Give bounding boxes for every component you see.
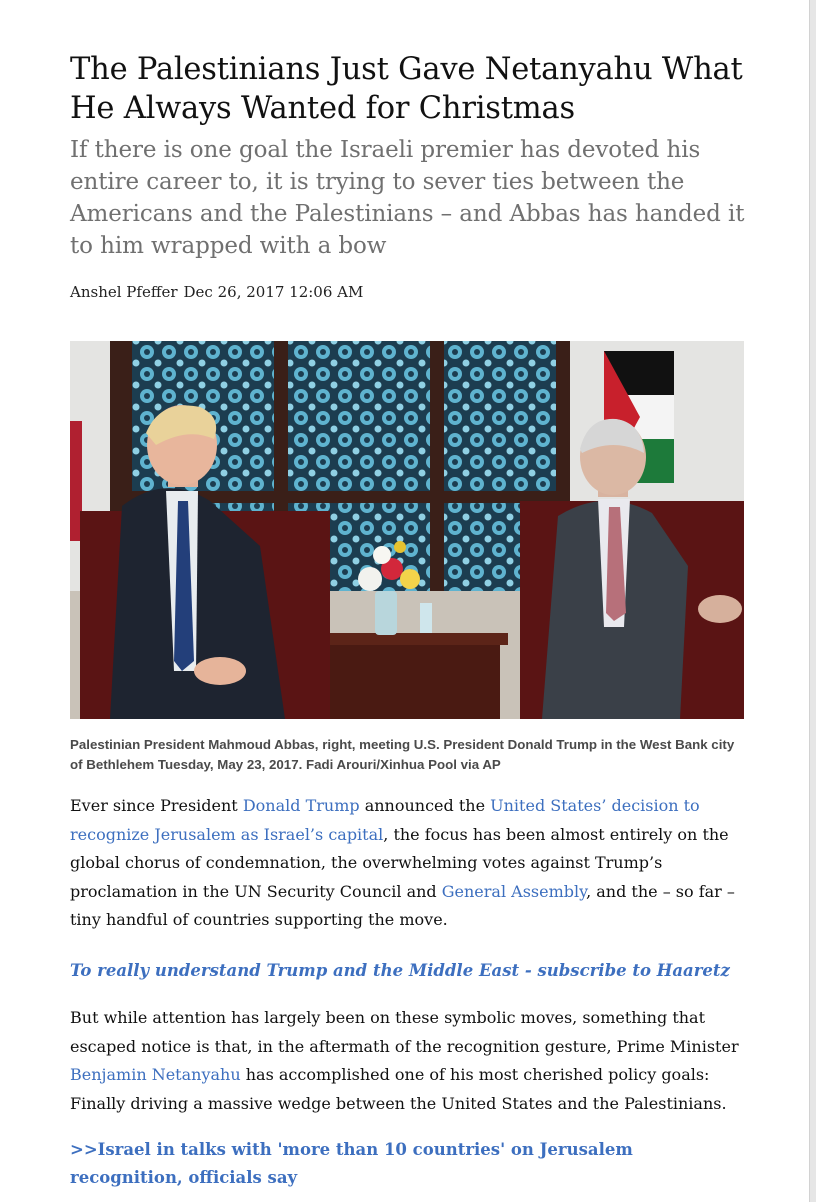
link-general-assembly[interactable]: General Assembly bbox=[441, 881, 587, 901]
publish-date: Dec 26, 2017 12:06 AM bbox=[183, 283, 364, 301]
paragraph-text: But while attention has largely been on these symbolic moves, something that escaped notice is that, in the aftermath of the recognition gesture, Prime Minister bbox=[70, 1008, 739, 1056]
subscribe-promo-link[interactable]: To really understand Trump and the Middle East - subscribe to Haaretz bbox=[70, 961, 730, 980]
link-benjamin-netanyahu[interactable]: Benjamin Netanyahu bbox=[70, 1065, 241, 1084]
paragraph-text: announced the bbox=[359, 796, 491, 815]
article-photo bbox=[70, 341, 744, 719]
byline bbox=[70, 282, 746, 302]
article-paragraph-2 bbox=[70, 1004, 746, 1118]
photo-caption: Palestinian President Mahmoud Abbas, right, meeting U.S. President Donald Trump in the West Bank city of Bethlehem Tuesday, May 23, 2017. Fadi Arouri/Xinhua Pool via AP bbox=[70, 737, 735, 772]
paragraph-text: , and the – so far – tiny handful of countries supporting the move. bbox=[70, 881, 735, 929]
author-name[interactable]: Anshel Pfeffer bbox=[70, 283, 178, 301]
related-article-link[interactable]: >>Israel in talks with 'more than 10 countries' on Jerusalem recognition, officials say bbox=[70, 1140, 633, 1187]
paragraph-text: has accomplished one of his most cherished policy goals: Finally driving a massive wedge between the United States and the Palestinians. bbox=[70, 1065, 727, 1113]
window-right-edge bbox=[809, 0, 816, 1202]
link-donald-trump[interactable]: Donald Trump bbox=[242, 796, 360, 815]
link-jerusalem-recognition[interactable]: United States’ decision to recognize Jerusalem as Israel’s capital bbox=[70, 796, 700, 844]
article-headline: The Palestinians Just Gave Netanyahu What He Always Wanted for Christmas bbox=[70, 52, 743, 126]
article-paragraph-1 bbox=[70, 792, 746, 935]
article bbox=[70, 0, 746, 1187]
paragraph-text: , the focus has been almost entirely on the global chorus of condemnation, the overwhelming votes against Trump’s proclamation in the UN Security Council and bbox=[70, 824, 729, 901]
paragraph-text: Ever since President bbox=[70, 796, 243, 815]
article-subheadline: If there is one goal the Israeli premier has devoted his entire career to, it is trying to sever ties between the Americans and the Palestinians – and Abbas has handed it to him wrapped with a bow bbox=[70, 137, 745, 259]
